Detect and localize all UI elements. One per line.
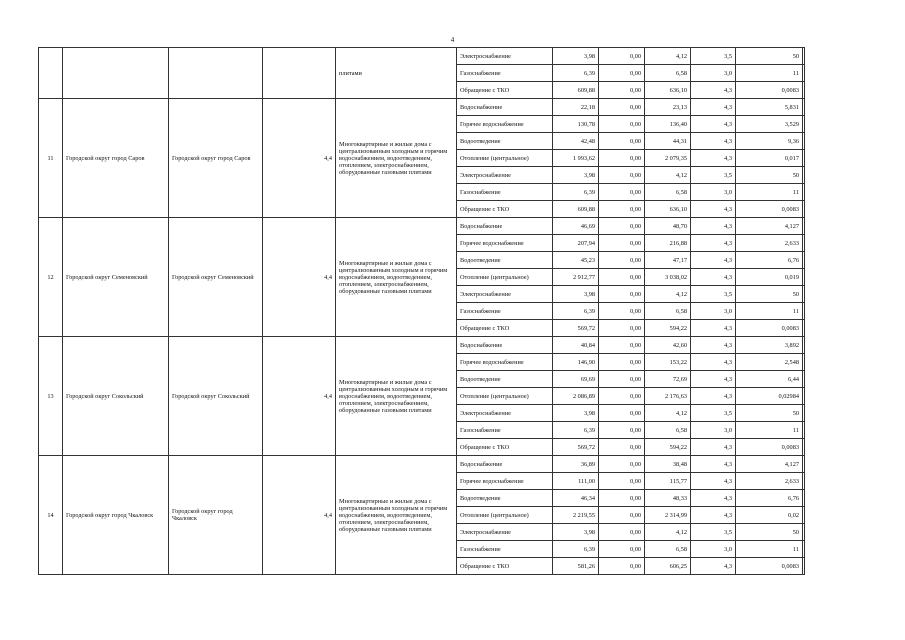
municipality-cell: Городской округ город Чкаловск	[63, 456, 169, 575]
service-cell: Газоснабжение	[457, 541, 553, 558]
value-cell-4: 3,5	[691, 405, 736, 422]
table-row	[39, 48, 805, 65]
value-cell-5: 50	[736, 524, 803, 541]
value-cell-4: 4,3	[691, 133, 736, 150]
service-cell: Отопление (центральное)	[457, 269, 553, 286]
spacer-cell	[803, 439, 805, 456]
value-cell-1: 45,23	[553, 252, 599, 269]
value-cell-1: 42,48	[553, 133, 599, 150]
value-cell-2: 0,00	[599, 422, 645, 439]
value-cell-4: 4,3	[691, 439, 736, 456]
value-cell-4: 4,3	[691, 82, 736, 99]
value-cell-3: 2 079,35	[645, 150, 691, 167]
value-cell-5: 6,44	[736, 371, 803, 388]
tariff-table	[38, 47, 805, 575]
value-cell-5: 50	[736, 48, 803, 65]
value-cell-4: 3,5	[691, 48, 736, 65]
value-cell-5: 4,127	[736, 456, 803, 473]
value-cell-4: 3,0	[691, 65, 736, 82]
spacer-cell	[803, 303, 805, 320]
description-cell: Многоквартирные и жилые дома с централизованным холодным и горячим водоснабжением, водоотведением, отоплением, электроснабжением, оборудованные газовыми плитами	[336, 337, 457, 456]
service-cell: Газоснабжение	[457, 422, 553, 439]
spacer-cell	[803, 218, 805, 235]
service-cell: Электроснабжение	[457, 405, 553, 422]
value-cell-1: 609,88	[553, 201, 599, 218]
value-cell-5: 6,76	[736, 490, 803, 507]
value-cell-5: 0,0083	[736, 201, 803, 218]
value-cell-3: 636,10	[645, 201, 691, 218]
municipality-cell: Городской округ Сокольский	[63, 337, 169, 456]
service-cell: Обращение с ТКО	[457, 82, 553, 99]
value-cell-5: 2,548	[736, 354, 803, 371]
group-number-cell: 11	[39, 99, 63, 218]
value-cell-2: 0,00	[599, 65, 645, 82]
value-cell-5: 0,0083	[736, 558, 803, 575]
value-cell-3: 6,58	[645, 541, 691, 558]
value-cell-1: 3,98	[553, 405, 599, 422]
spacer-cell	[803, 371, 805, 388]
value-cell-1: 207,94	[553, 235, 599, 252]
table-row	[39, 99, 805, 116]
value-cell-2: 0,00	[599, 48, 645, 65]
value-cell-4: 3,5	[691, 286, 736, 303]
value-cell-2: 0,00	[599, 99, 645, 116]
value-cell-1: 569,72	[553, 439, 599, 456]
value-cell-5: 4,127	[736, 218, 803, 235]
value-cell-3: 42,60	[645, 337, 691, 354]
value-cell-5: 2,633	[736, 235, 803, 252]
value-cell-2: 0,00	[599, 184, 645, 201]
service-cell: Отопление (центральное)	[457, 507, 553, 524]
value-cell-3: 2 176,63	[645, 388, 691, 405]
spacer-cell	[803, 150, 805, 167]
service-cell: Водоотведение	[457, 133, 553, 150]
value-cell-2: 0,00	[599, 82, 645, 99]
service-cell: Горячее водоснабжение	[457, 116, 553, 133]
description-cell: плитами	[336, 48, 457, 99]
unit-cell: Городской округ Сокольский	[169, 337, 263, 456]
group-number-cell	[39, 48, 63, 99]
value-cell-3: 594,22	[645, 320, 691, 337]
value-cell-3: 48,33	[645, 490, 691, 507]
value-cell-4: 3,0	[691, 541, 736, 558]
service-cell: Водоотведение	[457, 371, 553, 388]
value-cell-3: 115,77	[645, 473, 691, 490]
value-cell-2: 0,00	[599, 116, 645, 133]
value-cell-1: 3,98	[553, 286, 599, 303]
service-cell: Газоснабжение	[457, 65, 553, 82]
spacer-cell	[803, 337, 805, 354]
value-cell-4: 4,3	[691, 337, 736, 354]
index-cell	[263, 48, 336, 99]
value-cell-2: 0,00	[599, 235, 645, 252]
value-cell-2: 0,00	[599, 252, 645, 269]
value-cell-1: 40,84	[553, 337, 599, 354]
service-cell: Обращение с ТКО	[457, 558, 553, 575]
value-cell-3: 6,58	[645, 184, 691, 201]
service-cell: Газоснабжение	[457, 303, 553, 320]
value-cell-3: 4,12	[645, 405, 691, 422]
spacer-cell	[803, 405, 805, 422]
spacer-cell	[803, 201, 805, 218]
value-cell-5: 11	[736, 184, 803, 201]
group-number-cell: 14	[39, 456, 63, 575]
value-cell-5: 11	[736, 422, 803, 439]
spacer-cell	[803, 167, 805, 184]
unit-cell: Городской округ город Чкаловск	[169, 456, 263, 575]
unit-cell: Городской округ Семеновский	[169, 218, 263, 337]
value-cell-3: 4,12	[645, 524, 691, 541]
value-cell-1: 2 912,77	[553, 269, 599, 286]
value-cell-4: 3,5	[691, 524, 736, 541]
value-cell-1: 46,34	[553, 490, 599, 507]
value-cell-3: 23,13	[645, 99, 691, 116]
value-cell-1: 130,78	[553, 116, 599, 133]
spacer-cell	[803, 116, 805, 133]
value-cell-4: 4,3	[691, 269, 736, 286]
value-cell-1: 3,98	[553, 48, 599, 65]
service-cell: Водоснабжение	[457, 218, 553, 235]
value-cell-5: 5,831	[736, 99, 803, 116]
value-cell-5: 11	[736, 303, 803, 320]
value-cell-3: 153,22	[645, 354, 691, 371]
value-cell-4: 4,3	[691, 507, 736, 524]
service-cell: Водоснабжение	[457, 456, 553, 473]
value-cell-2: 0,00	[599, 371, 645, 388]
value-cell-2: 0,00	[599, 507, 645, 524]
service-cell: Электроснабжение	[457, 524, 553, 541]
value-cell-5: 50	[736, 167, 803, 184]
spacer-cell	[803, 320, 805, 337]
value-cell-2: 0,00	[599, 354, 645, 371]
value-cell-3: 636,10	[645, 82, 691, 99]
value-cell-4: 4,3	[691, 371, 736, 388]
index-cell: 4,4	[263, 337, 336, 456]
value-cell-1: 6,39	[553, 422, 599, 439]
value-cell-3: 3 038,02	[645, 269, 691, 286]
value-cell-2: 0,00	[599, 439, 645, 456]
municipality-cell	[63, 48, 169, 99]
service-cell: Отопление (центральное)	[457, 150, 553, 167]
value-cell-4: 3,0	[691, 303, 736, 320]
value-cell-4: 4,3	[691, 490, 736, 507]
value-cell-4: 4,3	[691, 150, 736, 167]
value-cell-1: 36,89	[553, 456, 599, 473]
spacer-cell	[803, 422, 805, 439]
value-cell-5: 0,0083	[736, 439, 803, 456]
spacer-cell	[803, 133, 805, 150]
value-cell-4: 4,3	[691, 235, 736, 252]
value-cell-4: 4,3	[691, 456, 736, 473]
spacer-cell	[803, 524, 805, 541]
value-cell-2: 0,00	[599, 456, 645, 473]
value-cell-5: 0,019	[736, 269, 803, 286]
group-number-cell: 13	[39, 337, 63, 456]
value-cell-1: 1 993,62	[553, 150, 599, 167]
service-cell: Обращение с ТКО	[457, 320, 553, 337]
value-cell-5: 50	[736, 405, 803, 422]
description-cell: Многоквартирные и жилые дома с централизованным холодным и горячим водоснабжением, водоотведением, отоплением, электроснабжением, оборудованные газовыми плитами	[336, 99, 457, 218]
index-cell: 4,4	[263, 99, 336, 218]
value-cell-4: 4,3	[691, 116, 736, 133]
value-cell-3: 6,58	[645, 65, 691, 82]
value-cell-2: 0,00	[599, 303, 645, 320]
value-cell-2: 0,00	[599, 133, 645, 150]
value-cell-1: 111,00	[553, 473, 599, 490]
spacer-cell	[803, 490, 805, 507]
table-row	[39, 337, 805, 354]
value-cell-4: 4,3	[691, 558, 736, 575]
group-number-cell: 12	[39, 218, 63, 337]
municipality-cell: Городской округ город Саров	[63, 99, 169, 218]
value-cell-5: 2,633	[736, 473, 803, 490]
value-cell-5: 0,02984	[736, 388, 803, 405]
value-cell-5: 3,892	[736, 337, 803, 354]
value-cell-3: 6,58	[645, 303, 691, 320]
value-cell-3: 2 314,99	[645, 507, 691, 524]
spacer-cell	[803, 184, 805, 201]
page-number: 4	[450, 36, 455, 44]
service-cell: Газоснабжение	[457, 184, 553, 201]
value-cell-1: 3,98	[553, 524, 599, 541]
value-cell-2: 0,00	[599, 541, 645, 558]
value-cell-3: 44,31	[645, 133, 691, 150]
value-cell-3: 216,88	[645, 235, 691, 252]
description-cell: Многоквартирные и жилые дома с централизованным холодным и горячим водоснабжением, водоотведением, отоплением, электроснабжением, оборудованные газовыми плитами	[336, 218, 457, 337]
service-cell: Горячее водоснабжение	[457, 354, 553, 371]
value-cell-5: 50	[736, 286, 803, 303]
value-cell-3: 606,25	[645, 558, 691, 575]
value-cell-2: 0,00	[599, 524, 645, 541]
value-cell-1: 581,26	[553, 558, 599, 575]
value-cell-2: 0,00	[599, 201, 645, 218]
table-row	[39, 456, 805, 473]
value-cell-3: 4,12	[645, 286, 691, 303]
value-cell-3: 6,58	[645, 422, 691, 439]
value-cell-1: 22,18	[553, 99, 599, 116]
value-cell-2: 0,00	[599, 558, 645, 575]
spacer-cell	[803, 99, 805, 116]
value-cell-3: 136,40	[645, 116, 691, 133]
value-cell-4: 3,0	[691, 422, 736, 439]
table-row	[39, 218, 805, 235]
description-cell: Многоквартирные и жилые дома с централизованным холодным и горячим водоснабжением, водоотведением, отоплением, электроснабжением, оборудованные газовыми плитами	[336, 456, 457, 575]
service-cell: Электроснабжение	[457, 167, 553, 184]
service-cell: Электроснабжение	[457, 48, 553, 65]
value-cell-2: 0,00	[599, 405, 645, 422]
value-cell-1: 6,39	[553, 184, 599, 201]
value-cell-3: 594,22	[645, 439, 691, 456]
spacer-cell	[803, 354, 805, 371]
spacer-cell	[803, 473, 805, 490]
value-cell-5: 0,017	[736, 150, 803, 167]
value-cell-2: 0,00	[599, 167, 645, 184]
spacer-cell	[803, 507, 805, 524]
value-cell-3: 38,48	[645, 456, 691, 473]
service-cell: Водоснабжение	[457, 99, 553, 116]
value-cell-2: 0,00	[599, 269, 645, 286]
value-cell-4: 4,3	[691, 388, 736, 405]
unit-cell: Городской округ город Саров	[169, 99, 263, 218]
spacer-cell	[803, 48, 805, 65]
value-cell-5: 6,76	[736, 252, 803, 269]
value-cell-1: 46,69	[553, 218, 599, 235]
value-cell-4: 3,5	[691, 167, 736, 184]
value-cell-1: 6,39	[553, 541, 599, 558]
value-cell-1: 2 219,55	[553, 507, 599, 524]
value-cell-1: 569,72	[553, 320, 599, 337]
spacer-cell	[803, 456, 805, 473]
value-cell-4: 4,3	[691, 252, 736, 269]
spacer-cell	[803, 65, 805, 82]
service-cell: Водоснабжение	[457, 337, 553, 354]
value-cell-3: 48,70	[645, 218, 691, 235]
value-cell-5: 11	[736, 65, 803, 82]
value-cell-2: 0,00	[599, 388, 645, 405]
value-cell-1: 69,69	[553, 371, 599, 388]
value-cell-4: 4,3	[691, 354, 736, 371]
service-cell: Водоотведение	[457, 490, 553, 507]
value-cell-2: 0,00	[599, 286, 645, 303]
value-cell-2: 0,00	[599, 473, 645, 490]
service-cell: Обращение с ТКО	[457, 439, 553, 456]
spacer-cell	[803, 269, 805, 286]
value-cell-1: 146,90	[553, 354, 599, 371]
value-cell-4: 4,3	[691, 320, 736, 337]
value-cell-1: 609,88	[553, 82, 599, 99]
value-cell-5: 3,529	[736, 116, 803, 133]
value-cell-4: 3,0	[691, 184, 736, 201]
value-cell-3: 4,12	[645, 167, 691, 184]
value-cell-5: 0,0083	[736, 320, 803, 337]
index-cell: 4,4	[263, 456, 336, 575]
spacer-cell	[803, 558, 805, 575]
value-cell-2: 0,00	[599, 490, 645, 507]
value-cell-1: 2 086,89	[553, 388, 599, 405]
value-cell-1: 3,98	[553, 167, 599, 184]
service-cell: Отопление (центральное)	[457, 388, 553, 405]
unit-cell	[169, 48, 263, 99]
service-cell: Горячее водоснабжение	[457, 235, 553, 252]
value-cell-4: 4,3	[691, 473, 736, 490]
table-body	[39, 48, 805, 575]
value-cell-5: 0,02	[736, 507, 803, 524]
value-cell-1: 6,39	[553, 303, 599, 320]
value-cell-3: 4,12	[645, 48, 691, 65]
spacer-cell	[803, 82, 805, 99]
value-cell-5: 0,0083	[736, 82, 803, 99]
service-cell: Обращение с ТКО	[457, 201, 553, 218]
value-cell-5: 11	[736, 541, 803, 558]
service-cell: Горячее водоснабжение	[457, 473, 553, 490]
spacer-cell	[803, 235, 805, 252]
spacer-cell	[803, 252, 805, 269]
value-cell-2: 0,00	[599, 150, 645, 167]
value-cell-2: 0,00	[599, 320, 645, 337]
value-cell-1: 6,39	[553, 65, 599, 82]
spacer-cell	[803, 388, 805, 405]
service-cell: Водоотведение	[457, 252, 553, 269]
service-cell: Электроснабжение	[457, 286, 553, 303]
value-cell-2: 0,00	[599, 337, 645, 354]
value-cell-2: 0,00	[599, 218, 645, 235]
value-cell-3: 72,69	[645, 371, 691, 388]
value-cell-4: 4,3	[691, 99, 736, 116]
spacer-cell	[803, 541, 805, 558]
spacer-cell	[803, 286, 805, 303]
municipality-cell: Городской округ Семеновский	[63, 218, 169, 337]
index-cell: 4,4	[263, 218, 336, 337]
value-cell-3: 47,17	[645, 252, 691, 269]
value-cell-5: 9,36	[736, 133, 803, 150]
value-cell-4: 4,3	[691, 218, 736, 235]
value-cell-4: 4,3	[691, 201, 736, 218]
